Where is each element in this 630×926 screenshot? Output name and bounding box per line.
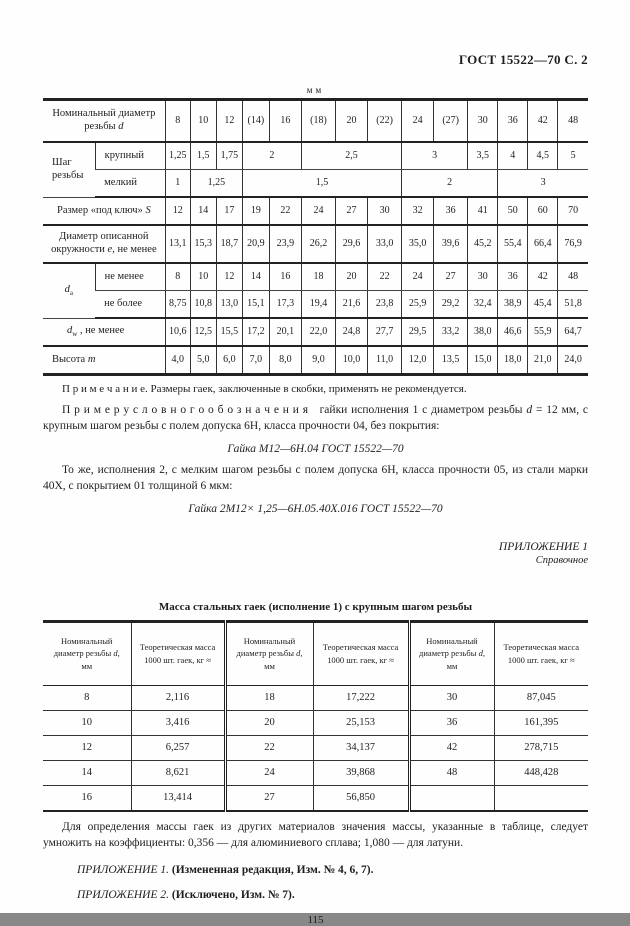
cell: 24: [402, 263, 434, 291]
label-suffix: , мм: [81, 648, 120, 671]
cell: 50: [498, 197, 528, 225]
symbol: d: [296, 648, 301, 659]
table-row: [43, 785, 588, 811]
cell: 1,5: [190, 142, 216, 170]
table-row: [43, 685, 588, 710]
cell: 22: [368, 263, 402, 291]
symbol: d: [113, 648, 118, 659]
appendix-status: (Измененная редакция, Изм. № 4, 6, 7).: [171, 863, 374, 876]
cell: 30: [409, 685, 494, 710]
cell: 24: [402, 100, 434, 143]
cell: [409, 785, 494, 811]
row-sublabel: не менее: [95, 263, 165, 291]
row-label: [43, 346, 165, 375]
cell: 25,153: [313, 710, 409, 735]
row-label: [43, 100, 165, 143]
cell: 30: [368, 197, 402, 225]
cell: 8,75: [165, 291, 190, 319]
cell: 36: [409, 710, 494, 735]
designation-example-2: Гайка 2М12× 1,25—6Н.05.40Х.016 ГОСТ 15522—70: [188, 503, 443, 515]
cell: 29,2: [434, 291, 468, 319]
row-sublabel: крупный: [95, 142, 165, 170]
cell: 66,4: [528, 225, 558, 263]
cell: 12,0: [402, 346, 434, 375]
cell: 10,0: [336, 346, 368, 375]
cell: 17: [216, 197, 242, 225]
table-row: [43, 291, 588, 319]
label-text: Номинальный диаметр резьбы: [236, 636, 296, 659]
symbol: d: [64, 284, 70, 295]
cell: 20: [336, 263, 368, 291]
cell: 448,428: [494, 760, 588, 785]
table-row: [43, 346, 588, 375]
cell: 18: [301, 263, 335, 291]
cell: 60: [528, 197, 558, 225]
cell: 27: [225, 785, 313, 811]
symbol-subscript: a: [69, 289, 73, 298]
example-paragraph-2: То же, исполнения 2, с мелким шагом резьбы с полем допуска 6Н, класса прочности 05, из стали марки 40Х, с покрытием 01 толщиной 6 мкм:: [43, 464, 588, 492]
table-row: [43, 170, 588, 198]
cell: 20: [225, 710, 313, 735]
cell: 17,3: [269, 291, 301, 319]
cell: 27: [434, 263, 468, 291]
cell: 42: [528, 263, 558, 291]
table-row: [43, 100, 588, 143]
cell: 64,7: [558, 318, 588, 346]
row-label: Шаг резьбы: [43, 142, 95, 197]
cell: 1,25: [165, 142, 190, 170]
table-row: [43, 263, 588, 291]
cell: 8: [165, 263, 190, 291]
cell: 51,8: [558, 291, 588, 319]
cell: 56,850: [313, 785, 409, 811]
cell: 10,8: [190, 291, 216, 319]
table-row: [43, 197, 588, 225]
cell: 35,0: [402, 225, 434, 263]
symbol: S: [145, 204, 151, 216]
cell: 55,9: [528, 318, 558, 346]
cell: 15,0: [468, 346, 498, 375]
cell: 33,2: [434, 318, 468, 346]
cell: 18: [225, 685, 313, 710]
cell: 41: [468, 197, 498, 225]
cell: 4,5: [528, 142, 558, 170]
cell: 48: [558, 263, 588, 291]
cell: 25,9: [402, 291, 434, 319]
cell: 1,5: [242, 170, 401, 198]
designation-example-1: Гайка М12—6Н.04 ГОСТ 15522—70: [227, 443, 404, 455]
cell: 24,8: [336, 318, 368, 346]
cell: 3,416: [131, 710, 225, 735]
cell: 20,1: [269, 318, 301, 346]
cell: 21,6: [336, 291, 368, 319]
cell: 10,6: [165, 318, 190, 346]
label-suffix: , не менее: [77, 325, 125, 337]
symbol-subscript: w: [72, 330, 78, 339]
cell: 30: [468, 100, 498, 143]
cell: 8: [43, 685, 131, 710]
cell: 14: [190, 197, 216, 225]
label-text: Номинальный диаметр резьбы: [419, 636, 478, 659]
label-text: Номинальный диаметр резьбы: [52, 108, 156, 132]
cell: 29,5: [402, 318, 434, 346]
label-suffix: , не менее: [112, 244, 157, 255]
cell: 13,1: [165, 225, 190, 263]
cell: 30: [468, 263, 498, 291]
cell: 15,1: [242, 291, 269, 319]
cell: 23,8: [368, 291, 402, 319]
row-sublabel: мелкий: [95, 170, 165, 198]
page-number: 115: [307, 913, 324, 926]
cell: 24: [301, 197, 335, 225]
example-lead: П р и м е р у с л о в н о г о о б о з н а ч е н и я: [62, 404, 309, 416]
mass-table-title: Масса стальных гаек (исполнение 1) с крупным шагом резьбы: [158, 600, 473, 613]
cell: 34,137: [313, 735, 409, 760]
symbol: d: [67, 325, 73, 337]
cell: 12: [216, 263, 242, 291]
cell: 5,0: [190, 346, 216, 375]
cell: 10: [43, 710, 131, 735]
appendix-2-status: [77, 889, 588, 901]
header-cell: [43, 621, 131, 685]
cell: 16: [81, 792, 92, 803]
header-cell: [409, 621, 494, 685]
cell: 32,4: [468, 291, 498, 319]
cell: 14: [43, 760, 131, 785]
cell: 24,0: [558, 346, 588, 375]
cell: 36: [434, 197, 468, 225]
table-row: [43, 318, 588, 346]
label-text: Номинальный диаметр резьбы: [53, 636, 113, 659]
cell: 2: [242, 142, 301, 170]
cell: 29,6: [336, 225, 368, 263]
cell: 14: [242, 263, 269, 291]
cell: [494, 785, 588, 811]
cell: 18,0: [498, 346, 528, 375]
cell: 278,715: [494, 735, 588, 760]
cell: 32: [402, 197, 434, 225]
cell: 26,2: [301, 225, 335, 263]
cell: 17,2: [242, 318, 269, 346]
cell: (18): [301, 100, 335, 143]
cell: 19: [242, 197, 269, 225]
cell: 16: [269, 263, 301, 291]
cell: 8,621: [131, 760, 225, 785]
cell: 46,6: [498, 318, 528, 346]
header-cell: Теоретическая масса 1000 шт. гаек, кг ≈: [494, 621, 588, 685]
cell: 19,4: [301, 291, 335, 319]
cell: 6,0: [216, 346, 242, 375]
cell: 36: [498, 100, 528, 143]
cell: 3,5: [468, 142, 498, 170]
cell: 42: [409, 735, 494, 760]
cell: 55,4: [498, 225, 528, 263]
cell: (27): [434, 100, 468, 143]
table-note: П р и м е ч а н и е. Размеры гаек, заключенные в скобки, применять не рекомендуется.: [62, 383, 467, 395]
cell: 2,5: [301, 142, 401, 170]
cell: 8: [165, 100, 190, 143]
row-label: [43, 263, 95, 318]
appendix-ref: ПРИЛОЖЕНИЕ 1.: [77, 863, 169, 876]
cell: 13,5: [434, 346, 468, 375]
cell: 22: [269, 197, 301, 225]
cell: 24: [225, 760, 313, 785]
appendix-heading: [43, 540, 588, 568]
row-label: [43, 225, 165, 263]
cell: 45,2: [468, 225, 498, 263]
symbol: d: [118, 121, 124, 132]
symbol: d: [526, 404, 533, 416]
cell: 1: [165, 170, 190, 198]
appendix-1-status: [77, 864, 588, 876]
cell: 12: [165, 197, 190, 225]
appendix-subtitle: Справочное: [535, 555, 588, 567]
cell: 12: [43, 735, 131, 760]
cell: 4: [498, 142, 528, 170]
cell: 38,9: [498, 291, 528, 319]
cell: 2: [402, 170, 498, 198]
cell: 161,395: [494, 710, 588, 735]
label-suffix: , мм: [264, 648, 303, 671]
cell: 13,0: [216, 291, 242, 319]
cell: 3: [402, 142, 468, 170]
cell: 6,257: [131, 735, 225, 760]
document-header: ГОСТ 15522—70 С. 2: [458, 52, 588, 67]
table-row: [43, 760, 588, 785]
table-row: [43, 225, 588, 263]
cell: 45,4: [528, 291, 558, 319]
dimensions-table: [43, 98, 588, 376]
cell: 15,5: [216, 318, 242, 346]
row-label: [43, 197, 165, 225]
cell: 48: [409, 760, 494, 785]
cell: 70: [558, 197, 588, 225]
cell: 20: [336, 100, 368, 143]
header-cell: [225, 621, 313, 685]
example-text: = 12 мм, с крупным шагом резьбы с полем допуска 6Н, класса прочности 04, без покрытия:: [43, 404, 589, 432]
cell: 48: [558, 100, 588, 143]
cell: 7,0: [242, 346, 269, 375]
table-row: [43, 710, 588, 735]
header-cell: Теоретическая масса 1000 шт. гаек, кг ≈: [313, 621, 409, 685]
appendix-title: ПРИЛОЖЕНИЕ 1: [498, 541, 588, 553]
cell: 22: [225, 735, 313, 760]
header-cell: Теоретическая масса 1000 шт. гаек, кг ≈: [131, 621, 225, 685]
cell: 12: [216, 100, 242, 143]
table-row: [43, 142, 588, 170]
cell: 33,0: [368, 225, 402, 263]
cell: 11,0: [368, 346, 402, 375]
cell: 17,222: [313, 685, 409, 710]
cell: 8,0: [269, 346, 301, 375]
cell: 9,0: [301, 346, 335, 375]
example-text: гайки исполнения 1 с диаметром резьбы: [319, 404, 523, 416]
symbol: е: [107, 244, 113, 255]
label-suffix: , мм: [446, 648, 485, 671]
cell: 16: [269, 100, 301, 143]
cell: 42: [528, 100, 558, 143]
coefficient-note: Для определения массы гаек из других материалов значения массы, указанные в таблице, следует умножить на коэффициенты: 0,356 — для алюминиевого сплава; 1,080 — для латуни.: [43, 820, 588, 849]
cell: 23,9: [269, 225, 301, 263]
cell: 39,6: [434, 225, 468, 263]
mass-table: [43, 620, 588, 812]
cell: 12,5: [190, 318, 216, 346]
cell: 10: [190, 263, 216, 291]
cell: 5: [558, 142, 588, 170]
appendix-status: (Исключено, Изм. № 7).: [171, 888, 295, 901]
cell: 1,75: [216, 142, 242, 170]
cell: (22): [368, 100, 402, 143]
table-header-row: [43, 621, 588, 685]
cell: 3: [498, 170, 588, 198]
label-text: Высота: [52, 353, 86, 365]
cell: 4,0: [165, 346, 190, 375]
cell: 22,0: [301, 318, 335, 346]
cell: 10: [190, 100, 216, 143]
unit-label: мм: [306, 85, 325, 95]
appendix-ref: ПРИЛОЖЕНИЕ 2.: [77, 888, 169, 901]
cell: 39,868: [313, 760, 409, 785]
cell: 27,7: [368, 318, 402, 346]
cell: 20,9: [242, 225, 269, 263]
cell: 15,3: [190, 225, 216, 263]
cell: 36: [498, 263, 528, 291]
cell: 76,9: [558, 225, 588, 263]
label-text: Размер «под ключ»: [57, 204, 143, 216]
cell: 27: [336, 197, 368, 225]
row-sublabel: не более: [95, 291, 165, 319]
cell: 2,116: [131, 685, 225, 710]
cell: 18,7: [216, 225, 242, 263]
cell: (14): [242, 100, 269, 143]
symbol: d: [478, 648, 483, 659]
row-label: [43, 318, 165, 346]
cell: 13,414: [131, 785, 225, 811]
cell: 87,045: [494, 685, 588, 710]
cell: 38,0: [468, 318, 498, 346]
label-text: Диаметр описанной окружности: [51, 231, 149, 255]
cell: 21,0: [528, 346, 558, 375]
example-paragraph: [43, 402, 588, 434]
cell: 1,25: [190, 170, 242, 198]
symbol: m: [87, 353, 96, 365]
table-row: [43, 735, 588, 760]
